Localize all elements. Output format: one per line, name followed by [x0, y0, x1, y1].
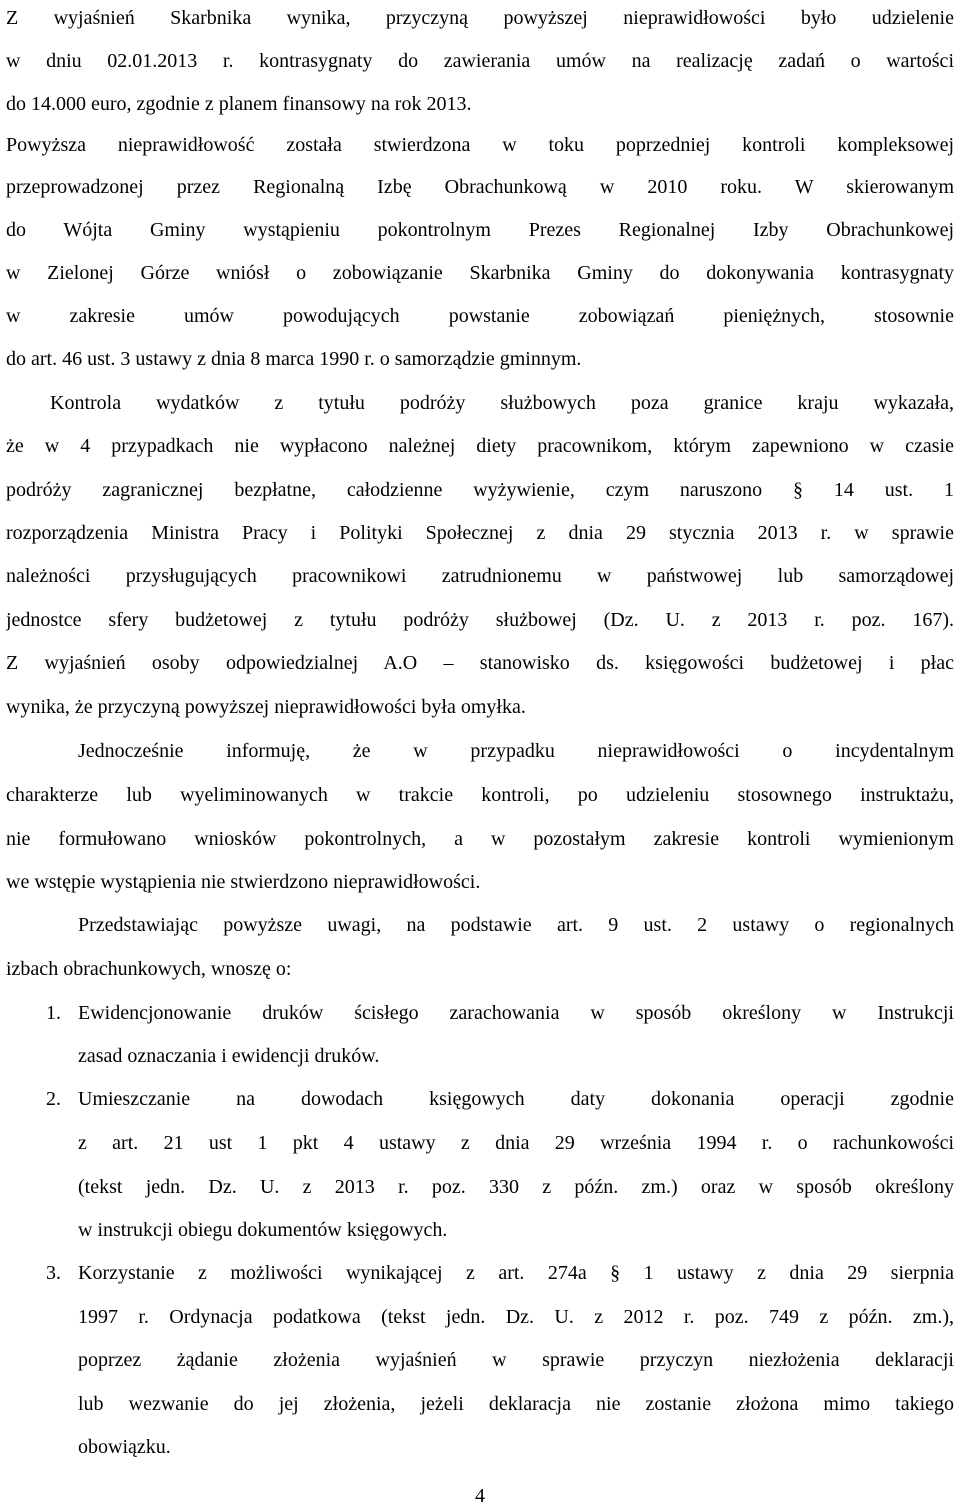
- text-line: izbach obrachunkowych, wnoszę o:: [6, 958, 292, 980]
- text-line: Ewidencjonowanie druków ścisłego zarachowania w sposób określony w Instrukcji: [78, 1002, 954, 1024]
- text-line: Korzystanie z możliwości wynikającej z art. 274a § 1 ustawy z dnia 29 sierpnia: [78, 1262, 954, 1284]
- text-line: przeprowadzonej przez Regionalną Izbę Obrachunkową w 2010 roku. W skierowanym: [6, 176, 954, 198]
- text-line: z art. 21 ust 1 pkt 4 ustawy z dnia 29 września 1994 r. o rachunkowości: [78, 1132, 954, 1154]
- list-item-number: 1.: [46, 1002, 61, 1024]
- text-line: 1997 r. Ordynacja podatkowa (tekst jedn. Dz. U. z 2012 r. poz. 749 z późn. zm.),: [78, 1306, 954, 1328]
- text-line: Powyższa nieprawidłowość została stwierdzona w toku poprzedniej kontroli kompleksowej: [6, 134, 954, 156]
- text-line: poprzez żądanie złożenia wyjaśnień w sprawie przyczyn niezłożenia deklaracji: [78, 1349, 954, 1371]
- text-line: Z wyjaśnień osoby odpowiedzialnej A.O – stanowisko ds. księgowości budżetowej i płac: [6, 652, 954, 674]
- page-number: 4: [475, 1485, 485, 1507]
- list-item-number: 2.: [46, 1088, 61, 1110]
- text-line: należności przysługujących pracownikowi zatrudnionemu w państwowej lub samorządowej: [6, 565, 954, 587]
- text-line: Przedstawiając powyższe uwagi, na podstawie art. 9 ust. 2 ustawy o regionalnych: [78, 914, 954, 936]
- text-line: Jednocześnie informuję, że w przypadku nieprawidłowości o incydentalnym: [78, 740, 954, 762]
- text-line: (tekst jedn. Dz. U. z 2013 r. poz. 330 z późn. zm.) oraz w sposób określony: [78, 1176, 954, 1198]
- text-line: podróży zagranicznej bezpłatne, całodzienne wyżywienie, czym naruszono § 14 ust. 1: [6, 479, 954, 501]
- text-line: nie formułowano wniosków pokontrolnych, a w pozostałym zakresie kontroli wymienionym: [6, 828, 954, 850]
- text-line: w instrukcji obiegu dokumentów księgowych.: [78, 1219, 448, 1241]
- text-line: Umieszczanie na dowodach księgowych daty dokonania operacji zgodnie: [78, 1088, 954, 1110]
- text-line: do Wójta Gminy wystąpieniu pokontrolnym Prezes Regionalnej Izby Obrachunkowej: [6, 219, 954, 241]
- text-line: zasad oznaczania i ewidencji druków.: [78, 1045, 380, 1067]
- text-line: do 14.000 euro, zgodnie z planem finansowy na rok 2013.: [6, 93, 472, 115]
- text-line: Z wyjaśnień Skarbnika wynika, przyczyną powyższej nieprawidłowości było udzielenie: [6, 7, 954, 29]
- text-line: Kontrola wydatków z tytułu podróży służbowych poza granice kraju wykazała,: [50, 392, 954, 414]
- text-line: charakterze lub wyeliminowanych w trakcie kontroli, po udzieleniu stosownego instruktażu,: [6, 784, 954, 806]
- text-line: w zakresie umów powodujących powstanie zobowiązań pieniężnych, stosownie: [6, 305, 954, 327]
- text-line: rozporządzenia Ministra Pracy i Polityki Społecznej z dnia 29 stycznia 2013 r. w sprawie: [6, 522, 954, 544]
- text-line: we wstępie wystąpienia nie stwierdzono nieprawidłowości.: [6, 871, 481, 893]
- text-line: w Zielonej Górze wniósł o zobowiązanie Skarbnika Gminy do dokonywania kontrasygnaty: [6, 262, 954, 284]
- text-line: lub wezwanie do jej złożenia, jeżeli deklaracja nie zostanie złożona mimo takiego: [78, 1393, 954, 1415]
- text-line: że w 4 przypadkach nie wypłacono należnej diety pracownikom, którym zapewniono w czasie: [6, 435, 954, 457]
- text-line: obowiązku.: [78, 1436, 171, 1458]
- text-line: wynika, że przyczyną powyższej nieprawidłowości była omyłka.: [6, 696, 526, 718]
- list-item-number: 3.: [46, 1262, 61, 1284]
- document-page: [6, 0, 954, 1509]
- text-line: w dniu 02.01.2013 r. kontrasygnaty do zawierania umów na realizację zadań o wartości: [6, 50, 954, 72]
- text-line: jednostce sfery budżetowej z tytułu podróży służbowej (Dz. U. z 2013 r. poz. 167).: [6, 609, 954, 631]
- text-line: do art. 46 ust. 3 ustawy z dnia 8 marca 1990 r. o samorządzie gminnym.: [6, 348, 582, 370]
